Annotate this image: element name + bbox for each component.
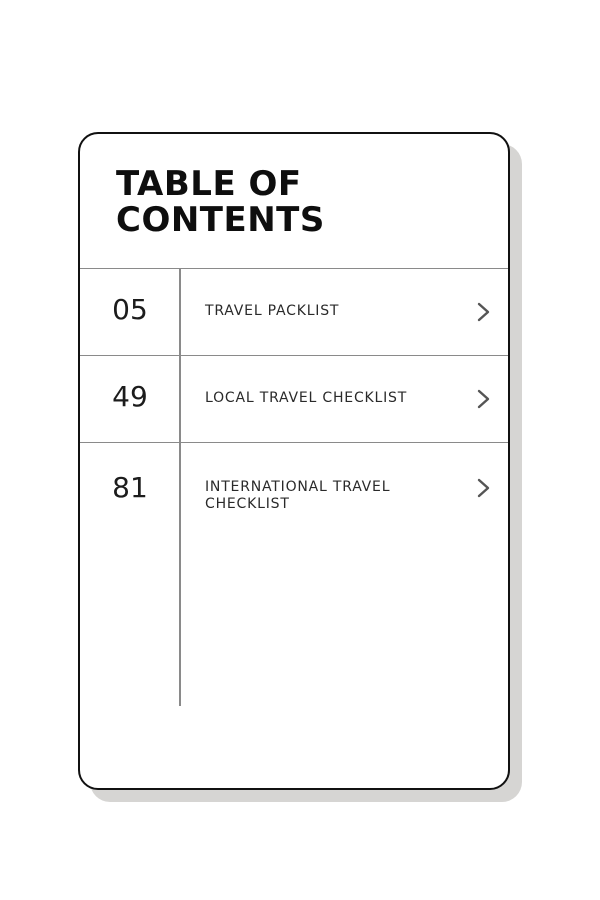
- toc-entry-label: LOCAL TRAVEL CHECKLIST: [205, 390, 408, 406]
- title-line-1: TABLE OF: [116, 164, 302, 204]
- toc-entry-label: INTERNATIONAL TRAVEL CHECKLIST: [205, 479, 391, 512]
- title-line-2: CONTENTS: [116, 200, 325, 240]
- toc-entry-international-travel-checklist[interactable]: [80, 442, 508, 529]
- toc-page-number: 81: [112, 471, 148, 504]
- toc-entry-local-travel-checklist[interactable]: [80, 355, 508, 442]
- toc-card: [78, 132, 510, 790]
- toc-entry-label: TRAVEL PACKLIST: [205, 303, 340, 319]
- toc-entry-travel-packlist[interactable]: [80, 268, 508, 355]
- toc-page-number: 05: [112, 293, 148, 326]
- chevron-right-icon[interactable]: [476, 478, 492, 498]
- chevron-right-icon[interactable]: [476, 389, 492, 409]
- page-title: [116, 166, 325, 238]
- column-divider: [179, 268, 181, 706]
- chevron-right-icon[interactable]: [476, 302, 492, 322]
- toc-list: [80, 268, 508, 529]
- toc-page-number: 49: [112, 380, 148, 413]
